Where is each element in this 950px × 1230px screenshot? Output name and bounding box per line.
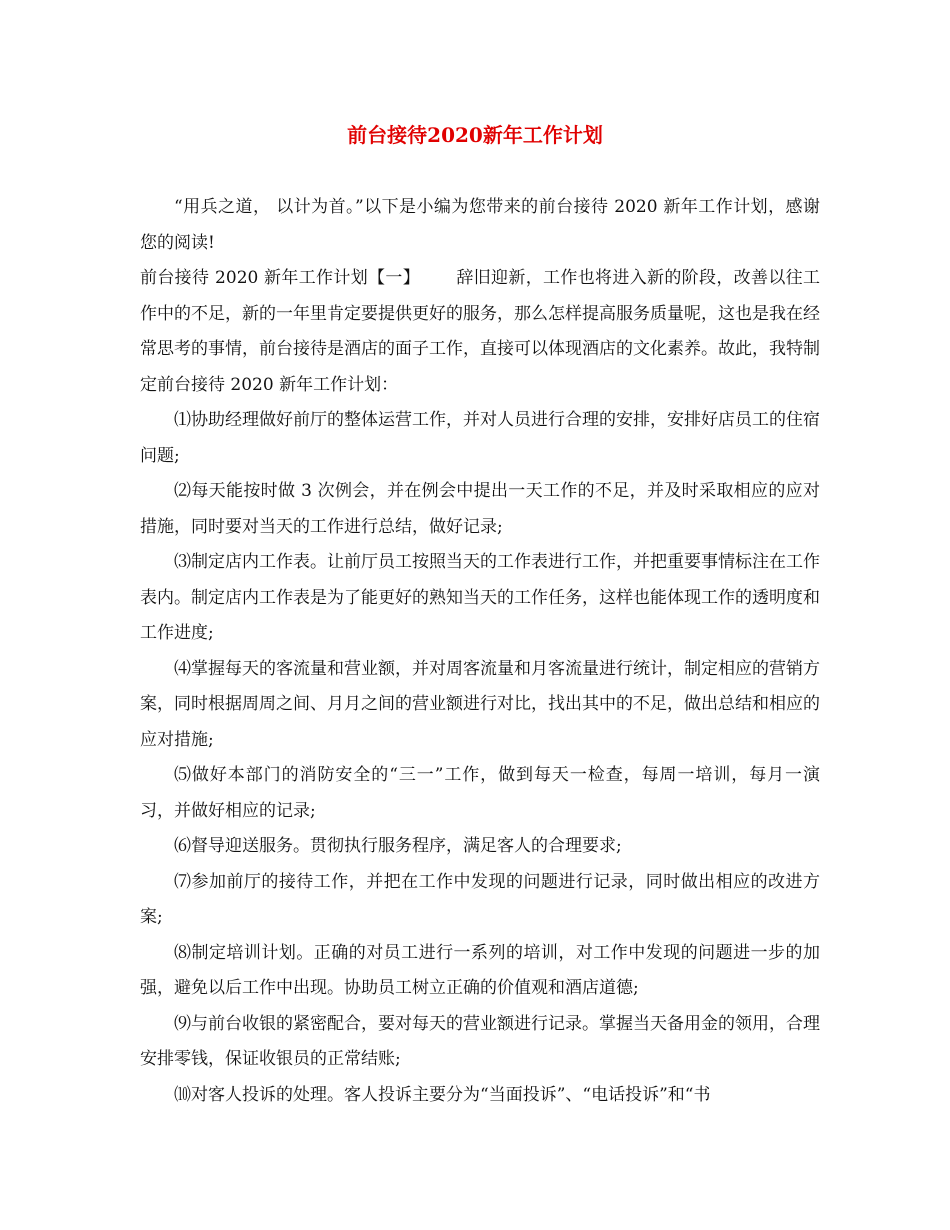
- list-item: ⑷掌握每天的客流量和营业额，并对周客流量和月客流量进行统计，制定相应的营销方案，同时根据周周之间、月月之间的营业额进行对比，找出其中的不足，做出总结和相应的应对措施;: [140, 658, 820, 750]
- document-title: 前台接待2020新年工作计划: [347, 123, 603, 147]
- list-item: ⑺参加前厅的接待工作，并把在工作中发现的问题进行记录，同时做出相应的改进方案;: [140, 871, 820, 927]
- list-item: ⑼与前台收银的紧密配合，要对每天的营业额进行记录。掌握当天备用金的领用，合理安排零钱，保证收银员的正常结账;: [140, 1013, 820, 1069]
- list-item: ⑻制定培训计划。正确的对员工进行一系列的培训，对工作中发现的问题进一步的加强，避免以后工作中出现。协助员工树立正确的价值观和酒店道德;: [140, 942, 820, 998]
- document-body: [140, 190, 820, 1113]
- list-item: ⑽对客人投诉的处理。客人投诉主要分为“当面投诉”、“电话投诉”和“书: [174, 1084, 711, 1105]
- intro-paragraph: “用兵之道， 以计为首。”以下是小编为您带来的前台接待 2020 新年工作计划，感谢您的阅读!: [140, 197, 820, 253]
- list-item: ⑶制定店内工作表。让前厅员工按照当天的工作表进行工作，并把重要事情标注在工作表内。制定店内工作表是为了能更好的熟知当天的工作任务，这样也能体现工作的透明度和工作进度;: [140, 552, 820, 643]
- section-paragraph: [140, 261, 820, 403]
- list-item: ⑵每天能按时做 3 次例会，并在例会中提出一天工作的不足，并及时采取相应的应对措施，同时要对当天的工作进行总结，做好记录;: [140, 481, 820, 537]
- section-heading: 前台接待 2020 新年工作计划【一】: [140, 268, 421, 288]
- list-item: ⑴协助经理做好前厅的整体运营工作，并对人员进行合理的安排，安排好店员工的住宿问题;: [140, 410, 820, 466]
- list-item: ⑸做好本部门的消防安全的“三一”工作，做到每天一检查，每周一培训，每月一演习，并做好相应的记录;: [140, 765, 820, 821]
- list-item: ⑹督导迎送服务。贯彻执行服务程序，满足客人的合理要求;: [174, 836, 622, 856]
- section-lead: 辞旧迎新，工作也将进入新的阶段，改善以往工作中的不足，新的一年里肯定要提供更好的服务，那么怎样提高服务质量呢，这也是我在经常思考的事情，前台接待是酒店的面子工作，直接可以体现酒店的文化素养。故此，我特制定前台接待 2020 新年工作计划：: [140, 268, 821, 395]
